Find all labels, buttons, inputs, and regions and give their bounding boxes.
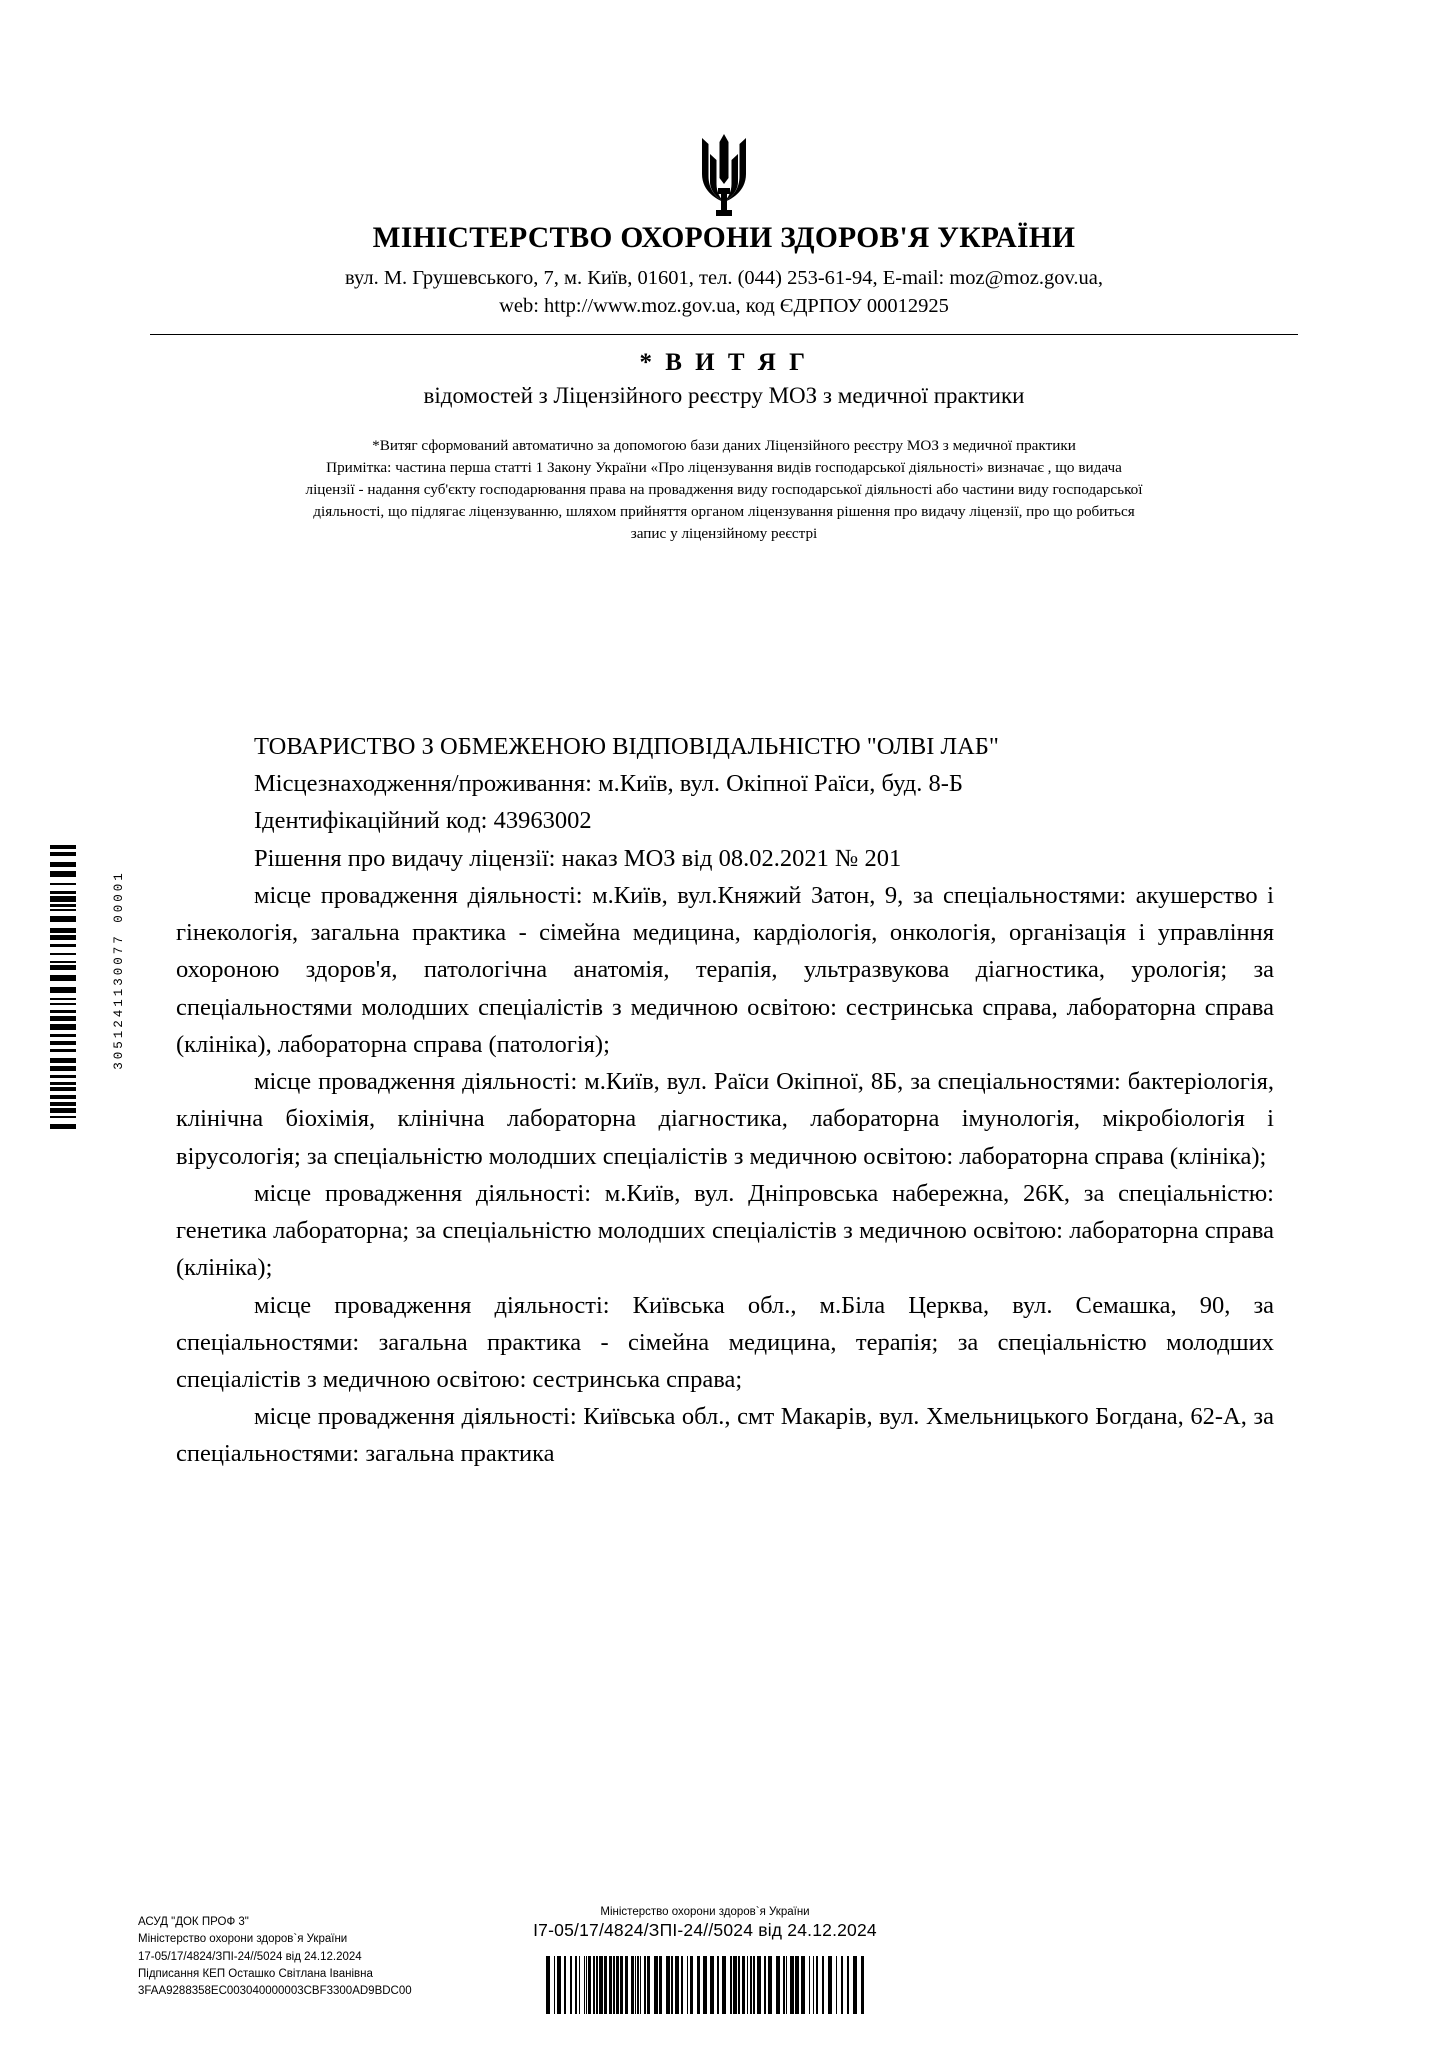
note-line-2: Примітка: частина перша статті 1 Закону України «Про ліцензування видів господарської діяльності» визначає , що видача [326,459,1122,477]
license-decision: Рішення про видачу ліцензії: наказ МОЗ від 08.02.2021 № 201 [254,844,902,872]
activity-place-4: місце провадження діяльності: Київська обл., м.Біла Церква, вул. Семашка, 90, за спеціальностями: загальна практика - сімейна медицина, терапія; за спеціальністю молодших спеціалістів з медичною освітою: сестринська справа; [176,1291,1274,1393]
document-body [176,728,1274,1473]
signature-info [138,1914,458,2000]
note-line-1: *Витяг сформований автоматично за допомогою бази даних Ліцензійного реєстру МОЗ з медичної практики [372,437,1076,455]
system-name: АСУД "ДОК ПРОФ 3" [138,1916,249,1928]
document-footer [0,1906,1448,2024]
qr-code [40,1920,126,2006]
entity-ident-code: Ідентифікаційний код: 43963002 [254,807,592,835]
extract-title: * В И Т Я Г [639,349,809,377]
code128-barcode [546,1956,866,2014]
note-line-3: ліцензії - надання суб'єкту господарювання права на провадження виду господарської діяльності або частини виду господарської [305,481,1143,499]
signature-hash: 3FAA9288358EC003040000003CBF3300AD9BDC00 [138,1985,412,1997]
activity-place-1: місце провадження діяльності: м.Київ, вул.Княжий Затон, 9, за спеціальностями: акушерство і гінекологія, загальна практика - сімейна медицина, кардіологія, онкологія, організація і управління охороною здоров'я, патологічна анатомія, терапія, ультразвукова діагностика, урологія; за спеціальностями молодших спеціалістів з медичною освітою: сестринська справа, лабораторна справа (клініка), лабораторна справа (патологія); [176,881,1274,1058]
document-number: 17-05/17/4824/ЗПІ-24//5024 від 24.12.2024 [138,1950,362,1963]
note-line-4: діяльності, що підлягає ліцензуванню, шляхом прийняття органом ліцензування рішення про видачу ліцензії, про що робиться [313,503,1135,521]
ministry-title: МІНІСТЕРСТВО ОХОРОНИ ЗДОРОВ'Я УКРАЇНИ [372,222,1076,254]
ministry-contacts [0,265,1448,320]
footer-center-block [470,1906,940,1941]
footer-organization: Міністерство охорони здоров`я України [600,1906,810,1918]
ministry-contacts-line-2: web: http://www.moz.gov.ua, код ЄДРПОУ 00012925 [499,294,949,317]
activity-place-3: місце провадження діяльності: м.Київ, вул. Дніпровська набережна, 26К, за спеціальністю: генетика лабораторна; за спеціальністю молодших спеціалістів з медичною освітою: лабораторна справа (клініка); [176,1179,1274,1282]
ministry-contacts-line-1: вул. М. Грушевського, 7, м. Київ, 01601, тел. (044) 253-61-94, E-mail: moz@moz.gov.ua, [345,267,1103,289]
activity-place-5: місце провадження діяльності: Київська обл., смт Макарів, вул. Хмельницького Богдана, 62-А, за спеціальностями: загальна практика [176,1403,1274,1468]
extract-subtitle: відомостей з Ліцензійного реєстру МОЗ з медичної практики [423,383,1025,409]
vertical-barcode-bars [50,845,76,1135]
extract-note [187,435,1261,545]
vertical-barcode [36,845,126,1135]
ukraine-trident-emblem [0,132,1448,218]
signer-name: Підписання КЕП Осташко Світлана Іванівна [138,1967,373,1980]
activity-place-2: місце провадження діяльності: м.Київ, вул. Раїси Окіпної, 8Б, за спеціальностями: бактеріологія, клінічна біохімія, клінічна лабораторна діагностика, лабораторна імунологія, мікробіологія і вірусологія; за спеціальністю молодших спеціалістів з медичною освітою: лабораторна справа (клініка); [176,1068,1274,1170]
organization-name: Міністерство охорони здоров`я України [138,1933,348,1946]
note-line-5: запис у ліцензійному реєстрі [630,525,818,543]
entity-location: Місцезнаходження/проживання: м.Київ, вул. Окіпної Раїси, буд. 8-Б [254,770,963,798]
entity-name: ТОВАРИСТВО З ОБМЕЖЕНОЮ ВІДПОВІДАЛЬНІСТЮ "ОЛВІ ЛАБ" [254,733,999,760]
header-divider [150,334,1298,335]
footer-document-number: I7-05/17/4824/ЗПІ-24//5024 від 24.12.2024 [533,1920,877,1940]
vertical-barcode-text: 3051241130077 00001 [112,870,126,1070]
